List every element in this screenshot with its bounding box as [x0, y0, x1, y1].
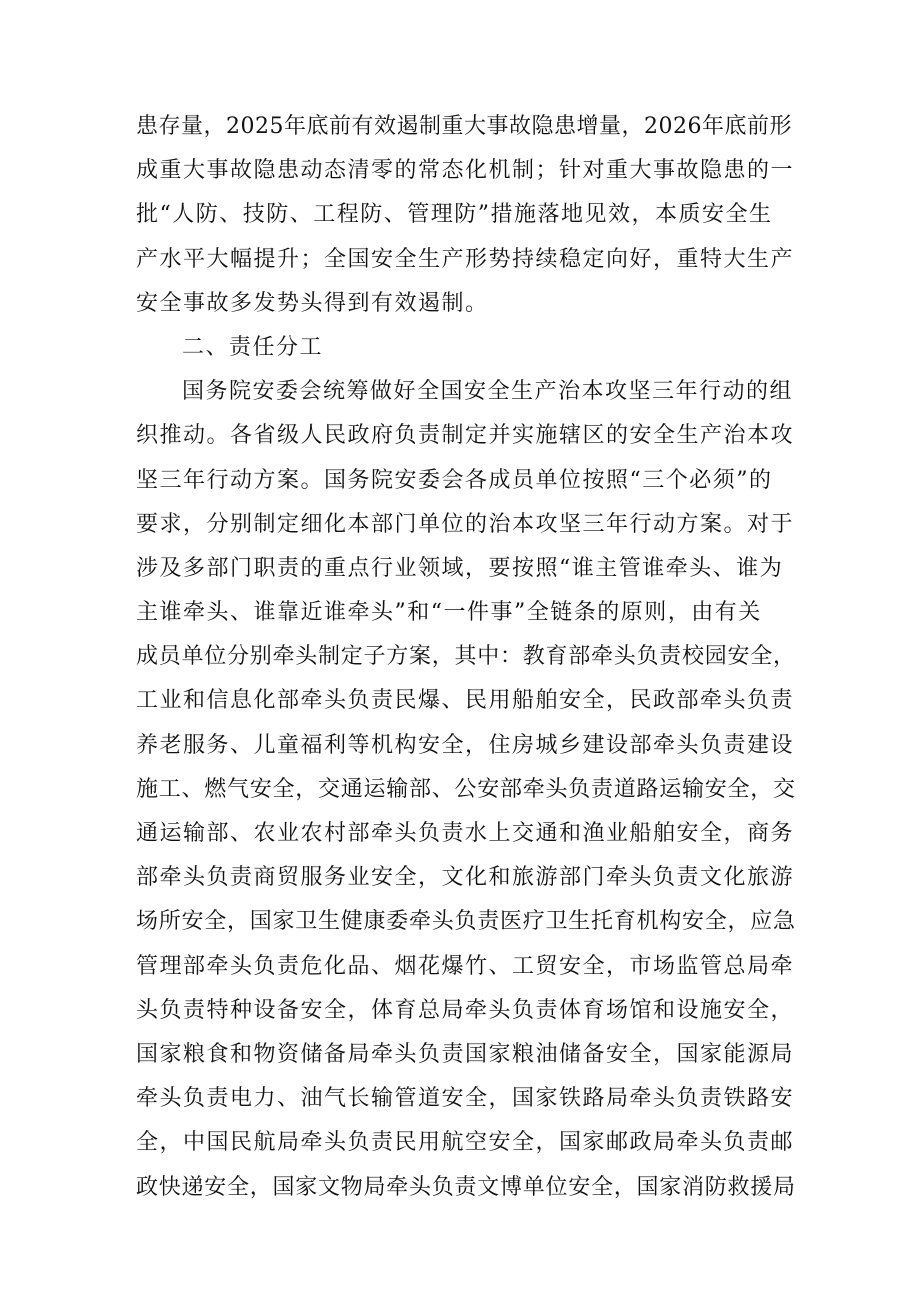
text-line: 部牵头负责商贸服务业安全，文化和旅游部门牵头负责文化旅游	[136, 865, 795, 891]
text-line: 主谁牵头、谁靠近谁牵头”和“一件事”全链条的原则，由有关	[136, 600, 762, 626]
text-line: 要求，分别制定细化本部门单位的治本攻坚三年行动方案。对于	[136, 511, 795, 537]
text-line: 成重大事故隐患动态清零的常态化机制；针对重大事故隐患的一	[136, 158, 795, 184]
text-line: 涉及多部门职责的重点行业领域，要按照“谁主管谁牵头、谁为	[136, 555, 784, 581]
section-heading: 二、责任分工	[182, 334, 324, 360]
text-line: 患存量，2025年底前有效遏制重大事故隐患增量，2026年底前形	[136, 114, 792, 139]
text-line: 安全事故多发势头得到有效遏制。	[136, 290, 489, 316]
text-line: 牵头负责电力、油气长输管道安全，国家铁路局牵头负责铁路安	[136, 1086, 795, 1112]
text-line: 政快递安全，国家文物局牵头负责文博单位安全，国家消防救援局	[136, 1174, 796, 1200]
text-line: 养老服务、儿童福利等机构安全，住房城乡建设部牵头负责建设	[136, 732, 795, 758]
text-line: 国家粮食和物资储备局牵头负责国家粮油储备安全，国家能源局	[136, 1041, 795, 1067]
text-line: 通运输部、农业农村部牵头负责水上交通和渔业船舶安全，商务	[136, 821, 795, 846]
text-line: 产水平大幅提升；全国安全生产形势持续稳定向好，重特大生产	[136, 246, 795, 272]
text-line: 批“人防、技防、工程防、管理防”措施落地见效，本质安全生	[136, 202, 773, 228]
text-line: 头负责特种设备安全，体育总局牵头负责体育场馆和设施安全，	[136, 997, 795, 1023]
paragraph-first-line: 国务院安委会统筹做好全国安全生产治本攻坚三年行动的组	[182, 379, 794, 405]
text-line: 成员单位分别牵头制定子方案，其中：教育部牵头负责校园安全，	[136, 644, 796, 670]
text-line: 管理部牵头负责危化品、烟花爆竹、工贸安全，市场监管总局牵	[136, 953, 795, 979]
text-line: 织推动。各省级人民政府负责制定并实施辖区的安全生产治本攻	[136, 423, 795, 449]
text-line: 工业和信息化部牵头负责民爆、民用船舶安全，民政部牵头负责	[136, 688, 795, 714]
text-line: 施工、燃气安全，交通运输部、公安部牵头负责道路运输安全，交	[136, 776, 796, 802]
text-line: 全，中国民航局牵头负责民用航空安全，国家邮政局牵头负责邮	[136, 1130, 795, 1156]
text-line: 坚三年行动方案。国务院安委会各成员单位按照“三个必须”的	[136, 467, 773, 493]
document-body	[136, 105, 798, 1210]
text-line: 场所安全，国家卫生健康委牵头负责医疗卫生托育机构安全，应急	[136, 909, 796, 935]
